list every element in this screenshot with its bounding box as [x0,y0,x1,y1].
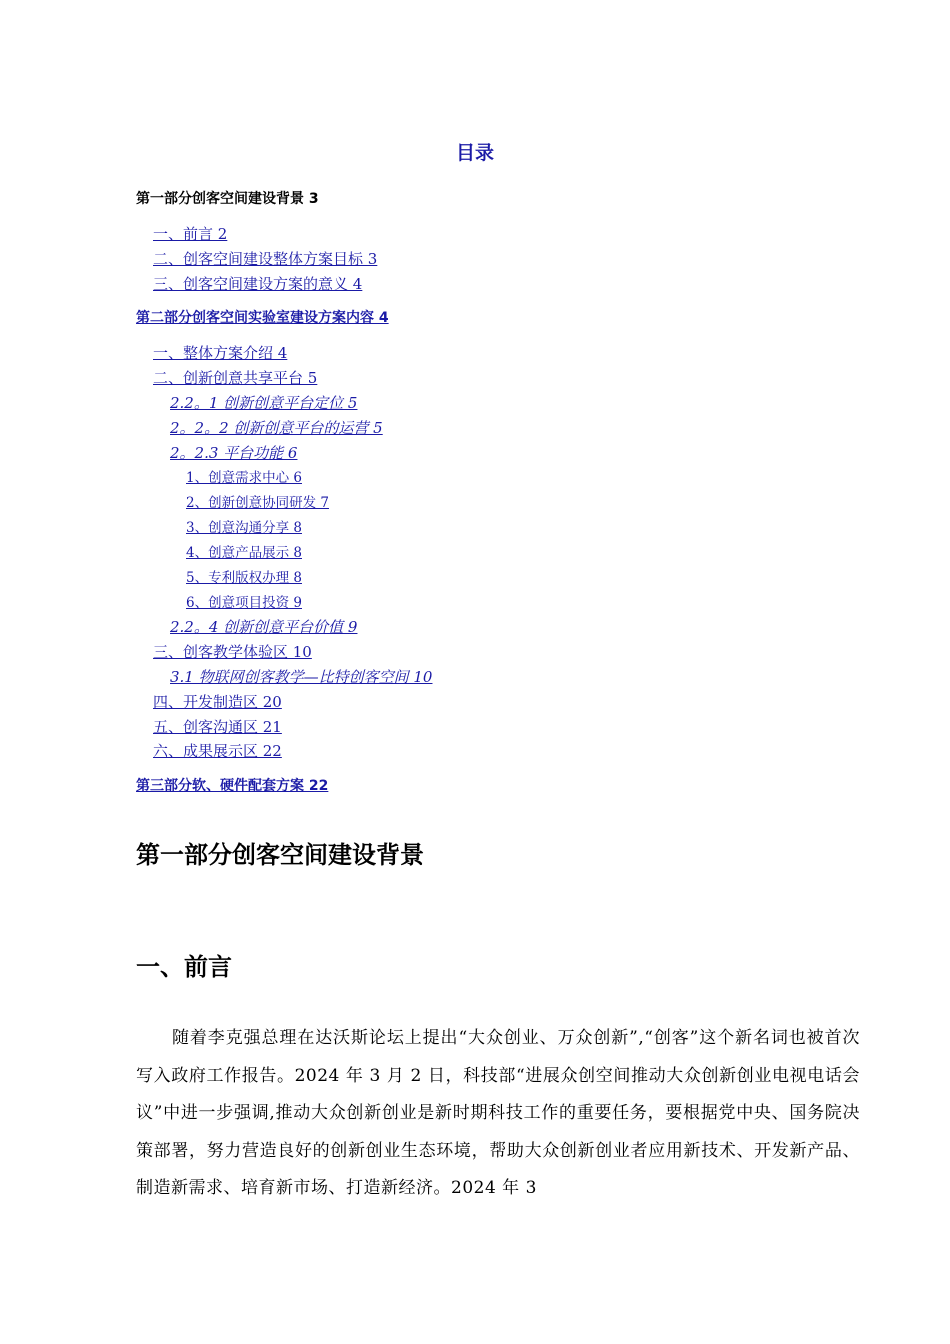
toc-entry-platform-value[interactable]: 2.2。4 创新创意平台价值 9 [170,618,358,636]
toc-entry-part-3[interactable]: 第三部分软、硬件配套方案 22 [136,778,329,794]
toc-entry-platform-functions[interactable]: 2。2.3 平台功能 6 [170,444,298,462]
toc-entry-sharing-platform[interactable]: 二、创新创意共享平台 5 [153,369,318,387]
toc-entry-patent[interactable]: 5、专利版权办理 8 [186,570,302,586]
toc-entry-manufacturing[interactable]: 四、开发制造区 20 [153,693,282,711]
toc-entry-overall-intro[interactable]: 一、整体方案介绍 4 [153,344,288,362]
toc-entry-communication[interactable]: 五、创客沟通区 21 [153,718,282,736]
body-paragraph: 随着李克强总理在达沃斯论坛上提出“大众创业、万众创新”,“创客”这个新名词也被首次写入政府工作报告。2024 年 3 月 2 日，科技部“进展众创空间推动大众创新创业电视电话会议”中进一步强调,推动大众创新创业是新时期科技工作的重要任务，要根据党中央、国务院决策部署，努力营造良好的创新创业生态环境，帮助大众创新创业者应用新技术、开发新产品、制造新需求、培育新市场、打造新经济。2024 年 3 [136,1028,860,1198]
toc-entry-significance[interactable]: 三、创客空间建设方案的意义 4 [153,275,363,293]
toc-entry-investment[interactable]: 6、创意项目投资 9 [186,595,302,611]
toc-entry-platform-positioning[interactable]: 2.2。1 创新创意平台定位 5 [170,394,358,412]
toc-entry-part-2[interactable]: 第二部分创客空间实验室建设方案内容 4 [136,310,389,326]
toc-title: 目录 [455,142,494,164]
toc-entry-platform-operation[interactable]: 2。2。2 创新创意平台的运营 5 [170,419,383,437]
toc-entry-showcase[interactable]: 六、成果展示区 22 [153,742,282,760]
toc-entry-demand-center[interactable]: 1、创意需求中心 6 [186,470,302,486]
toc-entry-teaching-area[interactable]: 三、创客教学体验区 10 [153,643,312,661]
toc-entry-collab-rnd[interactable]: 2、创新创意协同研发 7 [186,495,329,511]
toc-entry-iot-teaching[interactable]: 3.1 物联网创客教学—比特创客空间 10 [170,668,433,686]
toc-entry-product-display[interactable]: 4、创意产品展示 8 [186,545,302,561]
toc-entry-overall-goal[interactable]: 二、创客空间建设整体方案目标 3 [153,250,378,268]
part-heading: 第一部分创客空间建设背景 [136,841,424,869]
toc-entry-preface[interactable]: 一、前言 2 [153,225,228,243]
section-heading: 一、前言 [136,953,232,981]
toc-entry-idea-sharing[interactable]: 3、创意沟通分享 8 [186,520,302,536]
toc-entry-part-1[interactable]: 第一部分创客空间建设背景 3 [136,191,319,207]
